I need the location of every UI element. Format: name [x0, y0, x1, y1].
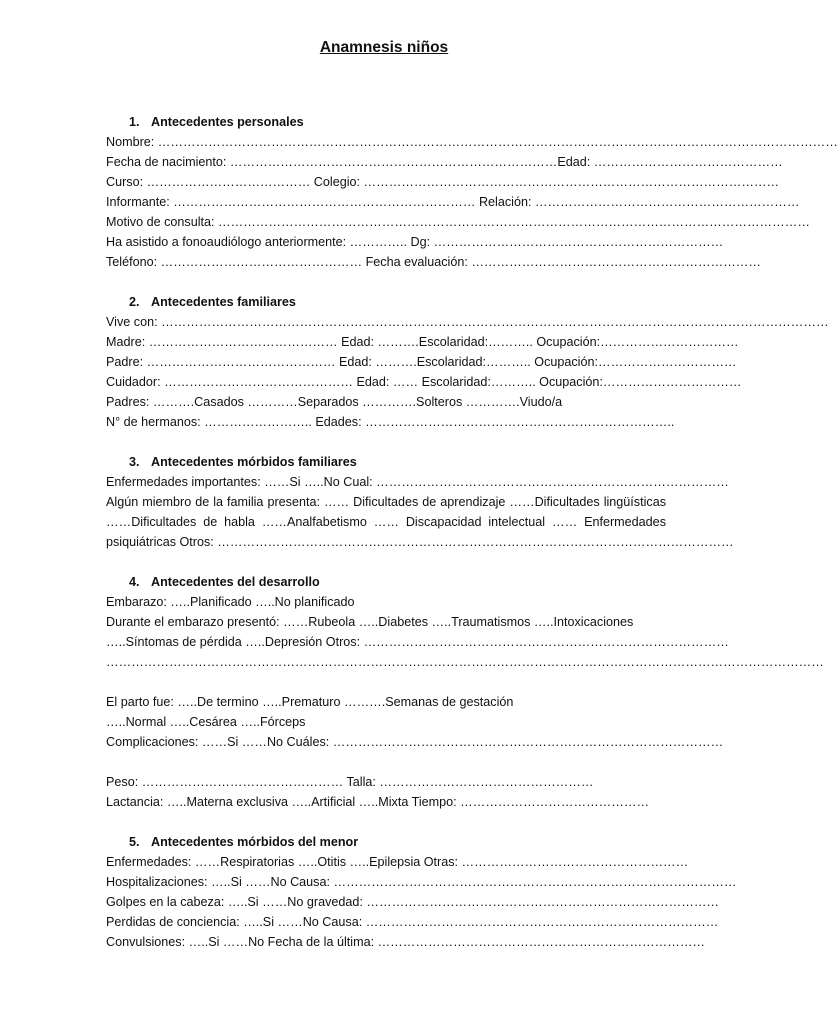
spacer — [106, 752, 666, 772]
page-title: Anamnesis niños — [319, 39, 449, 56]
field-perdidas-conciencia: Perdidas de conciencia: …..Si ……No Causa: ………………………………………………………………………… — [106, 915, 719, 929]
section-antecedentes-desarrollo — [106, 572, 824, 812]
field-curso-colegio: Curso: ………………………………… Colegio: ……………………………………………………………………………………… — [106, 175, 780, 189]
section-number: 4. — [129, 575, 140, 589]
section-heading — [106, 572, 666, 592]
section-antecedentes-familiares — [106, 292, 829, 432]
section-antecedentes-morbidos-familiares — [106, 452, 734, 552]
field-fecha-nacimiento: Fecha de nacimiento: ……………………………………………………………………Edad: ……………………………………… — [106, 155, 783, 169]
field-hermanos: N° de hermanos: …………………….. Edades: ……………………………………………………………….. — [106, 415, 675, 429]
field-parto: El parto fue: …..De termino …..Prematuro ……….Semanas de gestación — [106, 695, 514, 709]
section-antecedentes-morbidos-menor — [106, 832, 737, 952]
section-title: Antecedentes mórbidos familiares — [151, 455, 357, 469]
field-lactancia: Lactancia: …..Materna exclusiva …..Artificial …..Mixta Tiempo: ……………………………………… — [106, 795, 650, 809]
field-peso-talla: Peso: ………………………………………… Talla: …………………………………………… — [106, 775, 594, 789]
section-title: Antecedentes familiares — [151, 295, 296, 309]
section-number: 3. — [129, 455, 140, 469]
section-heading — [106, 292, 666, 312]
section-number: 5. — [129, 835, 140, 849]
field-tipo-parto: …..Normal …..Cesárea …..Fórceps — [106, 715, 306, 729]
section-number: 2. — [129, 295, 140, 309]
spacer — [106, 672, 666, 692]
field-nombre: Nombre: ……………………………………………………………………………………………………………………………………………… — [106, 135, 838, 149]
field-informante: Informante: ……………………………………………………………… Relación: ……………………………………………………… — [106, 195, 800, 209]
field-motivo-consulta: Motivo de consulta: …………………………………………………………………………………………………………………………… — [106, 215, 810, 229]
field-padre: Padre: ……………………………………… Edad: ……….Escolaridad:……….. Ocupación:…………………………… — [106, 355, 737, 369]
section-heading — [106, 832, 666, 852]
field-otros-continuacion: ……………………………………………………………………………………………………………………………………………………… — [106, 655, 824, 669]
field-dificultades: ……Dificultades de habla ……Analfabetismo …… Discapacidad intelectual …… Enfermedades — [106, 515, 666, 529]
field-complicaciones: Complicaciones: ……Si ……No Cuáles: ………………………………………………………………………………… — [106, 735, 724, 749]
section-title: Antecedentes mórbidos del menor — [151, 835, 359, 849]
field-golpes-cabeza: Golpes en la cabeza: …..Si ……No gravedad: ………………………………………………………………………… — [106, 895, 720, 909]
field-sintomas-perdida: …..Síntomas de pérdida …..Depresión Otros: …………………………………………………………………………… — [106, 635, 729, 649]
field-telefono: Teléfono: ………………………………………… Fecha evaluación: …………………………………………………………… — [106, 255, 761, 269]
field-miembro-familia: Algún miembro de la familia presenta: …… Dificultades de aprendizaje ……Dificultades lingüísticas — [106, 495, 666, 509]
section-heading — [106, 112, 666, 132]
field-estado-padres: Padres: ……….Casados …………Separados ………….Solteros ………….Viudo/a — [106, 395, 563, 409]
field-otros: psiquiátricas Otros: …………………………………………………………………………………………………………… — [106, 535, 734, 549]
field-embarazo: Embarazo: …..Planificado …..No planificado — [106, 595, 355, 609]
field-enfermedades: Enfermedades: ……Respiratorias …..Otitis …..Epilepsia Otras: ……………………………………………… — [106, 855, 689, 869]
field-convulsiones: Convulsiones: …..Si ……No Fecha de la última: …………………………………………………………………… — [106, 935, 706, 949]
section-antecedentes-personales — [106, 112, 838, 272]
field-madre: Madre: ……………………………………… Edad: ……….Escolaridad:……….. Ocupación:…………………………… — [106, 335, 739, 349]
field-fonoaudiologo: Ha asistido a fonoaudiólogo anteriormente: ………….. Dg: …………………………………………………………… — [106, 235, 724, 249]
section-title: Antecedentes personales — [151, 115, 304, 129]
field-durante-embarazo: Durante el embarazo presentó: ……Rubeola …..Diabetes …..Traumatismos …..Intoxicaciones — [106, 615, 634, 629]
section-title: Antecedentes del desarrollo — [151, 575, 320, 589]
section-number: 1. — [129, 115, 140, 129]
field-vive-con: Vive con: …………………………………………………………………………………………………………………………………………… — [106, 315, 829, 329]
section-heading — [106, 452, 666, 472]
field-hospitalizaciones: Hospitalizaciones: …..Si ……No Causa: …………………………………………………………………………………… — [106, 875, 737, 889]
field-cuidador: Cuidador: ……………………………………… Edad: …… Escolaridad:……….. Ocupación:…………………………… — [106, 375, 742, 389]
field-enfermedades-importantes: Enfermedades importantes: ……Si …..No Cual: ………………………………………………………………………… — [106, 475, 729, 489]
